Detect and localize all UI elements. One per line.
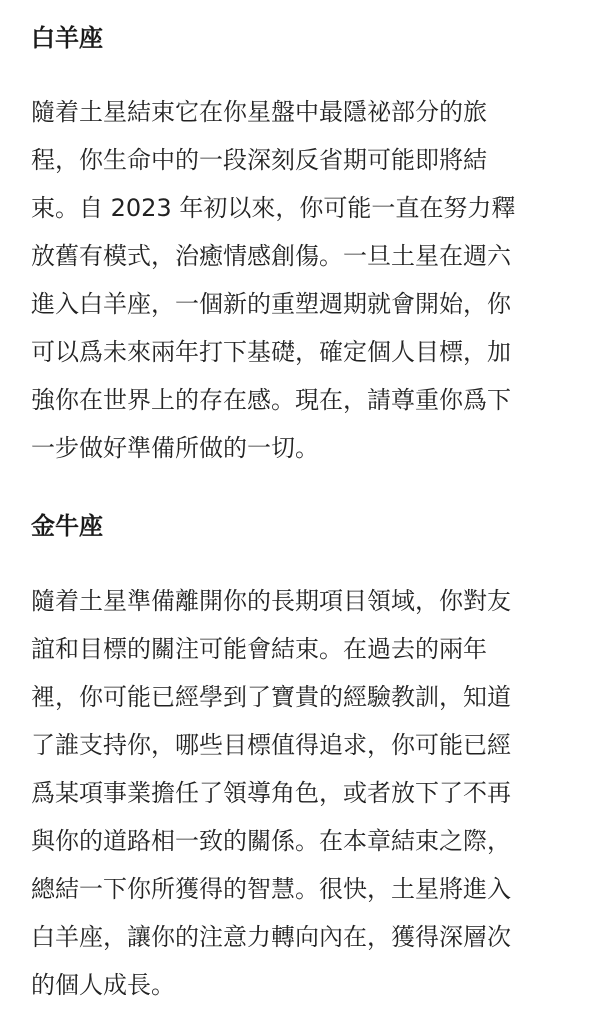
paragraph-line: 可以爲未來兩年打下基礎，確定個人目標，加 — [31, 338, 511, 366]
paragraph-line: 裡，你可能已經學到了寶貴的經驗教訓，知道 — [31, 683, 511, 711]
paragraph-line: 隨着土星結束它在你星盤中最隱祕部分的旅 — [31, 98, 487, 126]
paragraph-line: 隨着土星準備離開你的長期項目領域，你對友 — [31, 587, 511, 615]
paragraph-line: 束。自 2023 年初以來，你可能一直在努力釋 — [31, 194, 516, 222]
paragraph-line: 了誰支持你，哪些目標值得追求，你可能已經 — [31, 731, 511, 759]
paragraph-line: 一步做好準備所做的一切。 — [31, 434, 319, 462]
paragraph-line: 與你的道路相一致的關係。在本章結束之際， — [31, 827, 511, 855]
paragraph-line: 爲某項事業擔任了領導角色，或者放下了不再 — [31, 779, 511, 807]
paragraph-line: 進入白羊座，一個新的重塑週期就會開始，你 — [31, 290, 511, 318]
paragraph-line: 誼和目標的關注可能會結束。在過去的兩年 — [31, 635, 487, 663]
section-heading-aries: 白羊座 — [31, 24, 103, 52]
paragraph-line: 的個人成長。 — [31, 971, 175, 999]
section-paragraph-aries — [31, 88, 515, 472]
section-heading-taurus: 金牛座 — [31, 512, 103, 540]
paragraph-line: 強你在世界上的存在感。現在，請尊重你爲下 — [31, 386, 511, 414]
paragraph-line: 總結一下你所獲得的智慧。很快，土星將進入 — [31, 875, 511, 903]
section-paragraph-taurus — [31, 577, 511, 1009]
paragraph-line: 白羊座，讓你的注意力轉向內在，獲得深層次 — [31, 923, 511, 951]
paragraph-line: 放舊有模式，治癒情感創傷。一旦土星在週六 — [31, 242, 511, 270]
paragraph-line: 程，你生命中的一段深刻反省期可能即將結 — [31, 146, 487, 174]
